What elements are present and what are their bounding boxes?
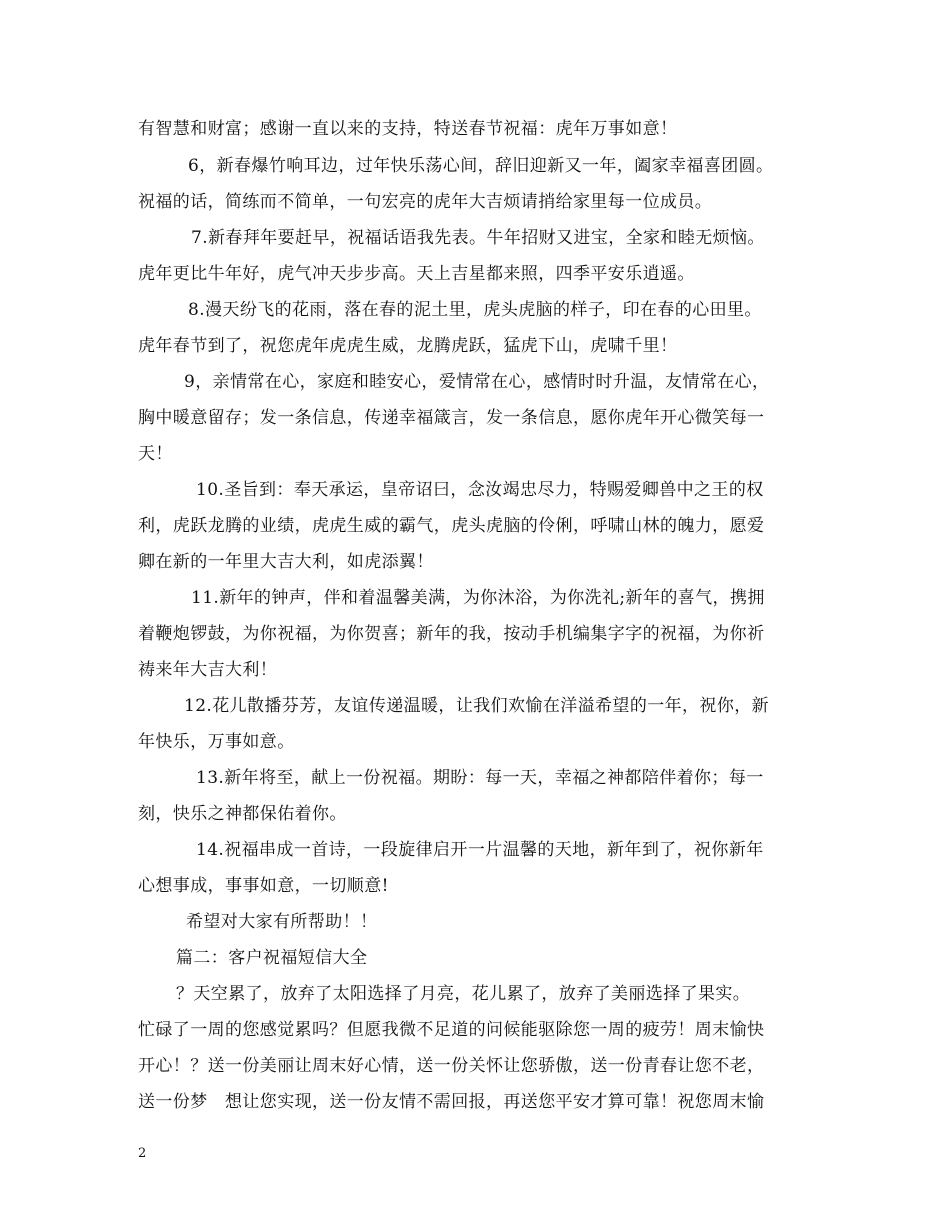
text-line-6: 8.漫天纷飞的花雨，落在春的泥土里，虎头虎脑的样子，印在春的心田里。 xyxy=(188,300,762,320)
text-line-13: 卿在新的一年里大吉大利，如虎添翼！ xyxy=(138,552,434,572)
text-line-14: 11.新年的钟声，伴和着温馨美满，为你沐浴，为你洗礼;新年的喜气，携拥 xyxy=(191,588,765,608)
text-line-9: 胸中暖意留存；发一条信息，传递幸福箴言，发一条信息，愿你虎年开心微笑每一 xyxy=(138,408,765,428)
text-line-16: 祷来年大吉大利！ xyxy=(138,660,278,680)
text-line-20: 刻，快乐之神都保佑着你。 xyxy=(138,804,347,824)
text-line-22: 心想事成，事事如意，一切顺意! xyxy=(138,876,389,896)
text-line-27: 开心！？送一份美丽让周末好心情，送一份关怀让您骄傲，送一份青春让您不老， xyxy=(138,1056,765,1076)
text-line-8: 9，亲情常在心，家庭和睦安心，爱情常在心，感情时时升温，友情常在心， xyxy=(184,372,770,392)
text-line-17: 12.花儿散播芬芳，友谊传递温暖，让我们欢愉在洋溢希望的一年，祝你，新 xyxy=(184,696,770,716)
text-line-18: 年快乐，万事如意。 xyxy=(138,732,295,752)
text-line-2: 6，新春爆竹响耳边，过年快乐荡心间，辞旧迎新又一年，阖家幸福喜团圆。 xyxy=(188,156,774,176)
text-line-21: 14.祝福串成一首诗，一段旋律启开一片温馨的天地，新年到了，祝你新年 xyxy=(196,840,764,860)
text-line-12: 利，虎跃龙腾的业绩，虎虎生威的霸气，虎头虎脑的伶俐，呼啸山林的魄力，愿爱 xyxy=(138,516,765,536)
text-line-4: 7.新春拜年要赶早，祝福话语我先表。牛年招财又进宝，全家和睦无烦恼。 xyxy=(191,228,765,248)
text-line-5: 虎年更比牛年好，虎气冲天步步高。天上吉星都来照，四季平安乐逍遥。 xyxy=(138,264,695,284)
text-line-10: 天！ xyxy=(138,444,173,464)
text-line-25: ？天空累了，放弃了太阳选择了月亮，花儿累了，放弃了美丽选择了果实。 xyxy=(176,984,751,1004)
text-line-26: 忙碌了一周的您感觉累吗？但愿我微不足道的问候能驱除您一周的疲劳！周末愉快 xyxy=(138,1020,765,1040)
text-line-28: 送一份梦 想让您实现，送一份友情不需回报，再送您平安才算可靠！祝您周末愉 xyxy=(138,1092,765,1112)
text-line-3: 祝福的话，简练而不简单，一句宏亮的虎年大吉烦请捎给家里每一位成员。 xyxy=(138,192,713,212)
text-line-11: 10.圣旨到：奉天承运，皇帝诏曰，念汝竭忠尽力，特赐爱卿兽中之王的权 xyxy=(196,480,764,500)
text-line-15: 着鞭炮锣鼓，为你祝福，为你贺喜；新年的我，按动手机编集字字的祝福，为你祈 xyxy=(138,624,765,644)
text-line-7: 虎年春节到了，祝您虎年虎虎生威，龙腾虎跃，猛虎下山，虎啸千里！ xyxy=(138,336,678,356)
text-line-1: 有智慧和财富；感谢一直以来的支持，特送春节祝福：虎年万事如意！ xyxy=(138,119,678,139)
page-number: 2 xyxy=(138,1146,147,1161)
text-line-23: 希望对大家有所帮助！！ xyxy=(186,912,378,932)
text-line-19: 13.新年将至，献上一份祝福。期盼：每一天，幸福之神都陪伴着你；每一 xyxy=(196,768,764,788)
section-heading: 篇二：客户祝福短信大全 xyxy=(176,948,368,968)
